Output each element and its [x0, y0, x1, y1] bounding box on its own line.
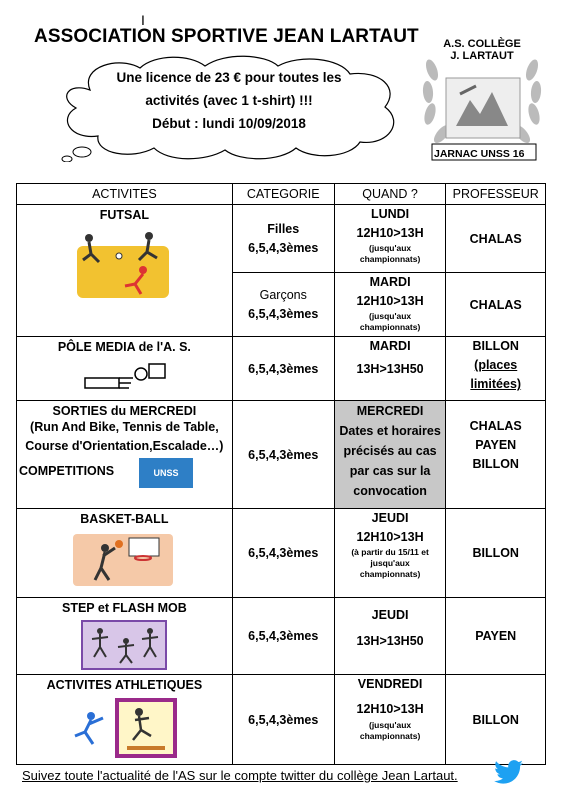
media-cell	[17, 337, 233, 401]
category-levels: 6,5,4,3èmes	[248, 240, 319, 255]
time-text: 13H>13H50	[356, 362, 424, 376]
athle-when	[334, 675, 446, 765]
time-text: 13H>13H50	[356, 634, 424, 648]
day-text: MARDI	[369, 339, 411, 353]
twitter-footer-text: Suivez toute l'actualité de l'AS sur le compte twitter du collège Jean Lartaut.	[22, 768, 458, 783]
day-text: LUNDI	[370, 207, 410, 221]
time-text: 12H10>13H	[356, 294, 424, 308]
cloud-text	[70, 66, 388, 135]
day-text: MERCREDI	[356, 404, 424, 418]
athle-category: 6,5,4,3èmes	[232, 675, 334, 765]
media-when	[334, 337, 446, 401]
header-activites: ACTIVITES	[17, 184, 233, 205]
activities-table	[16, 183, 546, 765]
table-row	[17, 205, 546, 273]
when-text: par cas sur la	[349, 464, 431, 478]
table-row	[17, 598, 546, 675]
futsal-filles-category	[232, 205, 334, 273]
table-row	[17, 675, 546, 765]
note-text: (jusqu'aux	[368, 311, 412, 321]
license-price-text: Une licence de 23 € pour toutes les	[116, 70, 342, 85]
basket-cell	[17, 509, 233, 598]
header-quand: QUAND ?	[334, 184, 446, 205]
athle-prof: BILLON	[446, 675, 546, 765]
logo-line-1: A.S. COLLÈGE	[443, 38, 521, 50]
time-text: 12H10>13H	[356, 702, 424, 716]
when-text: convocation	[353, 484, 427, 498]
futsal-cell	[17, 205, 233, 337]
college-logo	[420, 30, 544, 165]
step-prof: PAYEN	[446, 598, 546, 675]
futsal-garcons-prof: CHALAS	[446, 273, 546, 337]
basket-prof: BILLON	[446, 509, 546, 598]
page-title: ASSOCIATION SPORTIVE JEAN LARTAUT	[34, 26, 419, 47]
note-text: championnats)	[359, 322, 421, 332]
category-levels: 6,5,4,3èmes	[248, 306, 319, 321]
note-text: (jusqu'aux	[368, 243, 412, 253]
sorties-category: 6,5,4,3èmes	[232, 401, 334, 509]
futsal-title: FUTSAL	[99, 208, 150, 222]
logo-line-3: JARNAC UNSS 16	[434, 148, 525, 160]
note-text: (jusqu'aux	[368, 720, 412, 730]
step-when	[334, 598, 446, 675]
futsal-filles-prof: CHALAS	[446, 205, 546, 273]
basket-when	[334, 509, 446, 598]
sorties-sub-1: (Run And Bike, Tennis de Table,	[30, 420, 219, 434]
day-text: MARDI	[369, 275, 411, 289]
twitter-bird-icon	[494, 760, 524, 786]
step-illustration	[80, 619, 168, 671]
competitions-row	[17, 456, 232, 490]
basket-category: 6,5,4,3èmes	[232, 509, 334, 598]
start-date-text: Début : lundi 10/09/2018	[152, 116, 306, 131]
futsal-garcons-when	[334, 273, 446, 337]
table-header-row	[17, 184, 546, 205]
time-text: 12H10>13H	[356, 226, 424, 240]
day-text: JEUDI	[371, 608, 409, 622]
text-cursor-icon: I	[141, 12, 145, 28]
step-cell	[17, 598, 233, 675]
table-row	[17, 509, 546, 598]
license-detail-text: activités (avec 1 t-shirt) !!!	[145, 93, 313, 108]
step-category: 6,5,4,3èmes	[232, 598, 334, 675]
unss-logo: UNSS	[139, 458, 193, 488]
futsal-garcons-category	[232, 273, 334, 337]
futsal-filles-when	[334, 205, 446, 273]
prof-note: limitées)	[470, 377, 522, 391]
media-title: PÔLE MEDIA de l'A. S.	[57, 340, 191, 354]
sorties-prof	[446, 401, 546, 509]
when-text: précisés au cas	[343, 444, 437, 458]
header-professeur: PROFESSEUR	[446, 184, 546, 205]
note-text: championnats)	[359, 254, 421, 264]
sorties-sub-2: Course d'Orientation,Escalade…)	[25, 439, 224, 453]
prof-text: BILLON	[472, 339, 519, 353]
table-row	[17, 337, 546, 401]
prof-text: CHALAS	[469, 419, 522, 433]
day-text: JEUDI	[371, 511, 409, 525]
logo-line-2: J. LARTAUT	[450, 50, 514, 62]
competitions-label: COMPETITIONS	[19, 464, 115, 478]
athle-title: ACTIVITES ATHLETIQUES	[46, 678, 203, 692]
futsal-illustration	[69, 226, 179, 301]
category-text: Garçons	[259, 287, 307, 302]
day-text: VENDREDI	[357, 677, 423, 691]
step-title: STEP et FLASH MOB	[61, 601, 187, 615]
basket-title: BASKET-BALL	[80, 512, 169, 526]
prof-note: (places	[474, 358, 518, 372]
athletics-illustration	[69, 696, 179, 760]
category-text: Filles	[267, 221, 300, 236]
header-categorie: CATEGORIE	[232, 184, 334, 205]
when-text: Dates et horaires	[339, 424, 441, 438]
note-text: (à partir du 15/11 et	[351, 547, 429, 557]
media-category: 6,5,4,3èmes	[232, 337, 334, 401]
media-prof	[446, 337, 546, 401]
note-text: championnats)	[359, 569, 421, 579]
sorties-when	[334, 401, 446, 509]
time-text: 12H10>13H	[356, 530, 424, 544]
prof-text: PAYEN	[475, 438, 517, 452]
sorties-cell	[17, 401, 233, 509]
athle-cell	[17, 675, 233, 765]
basketball-illustration	[69, 530, 179, 590]
note-text: championnats)	[359, 731, 421, 741]
sorties-title: SORTIES du MERCREDI	[52, 404, 197, 418]
table-row	[17, 401, 546, 509]
media-hand-icon	[79, 358, 169, 394]
prof-text: BILLON	[472, 457, 519, 471]
note-text: jusqu'aux	[370, 558, 410, 568]
